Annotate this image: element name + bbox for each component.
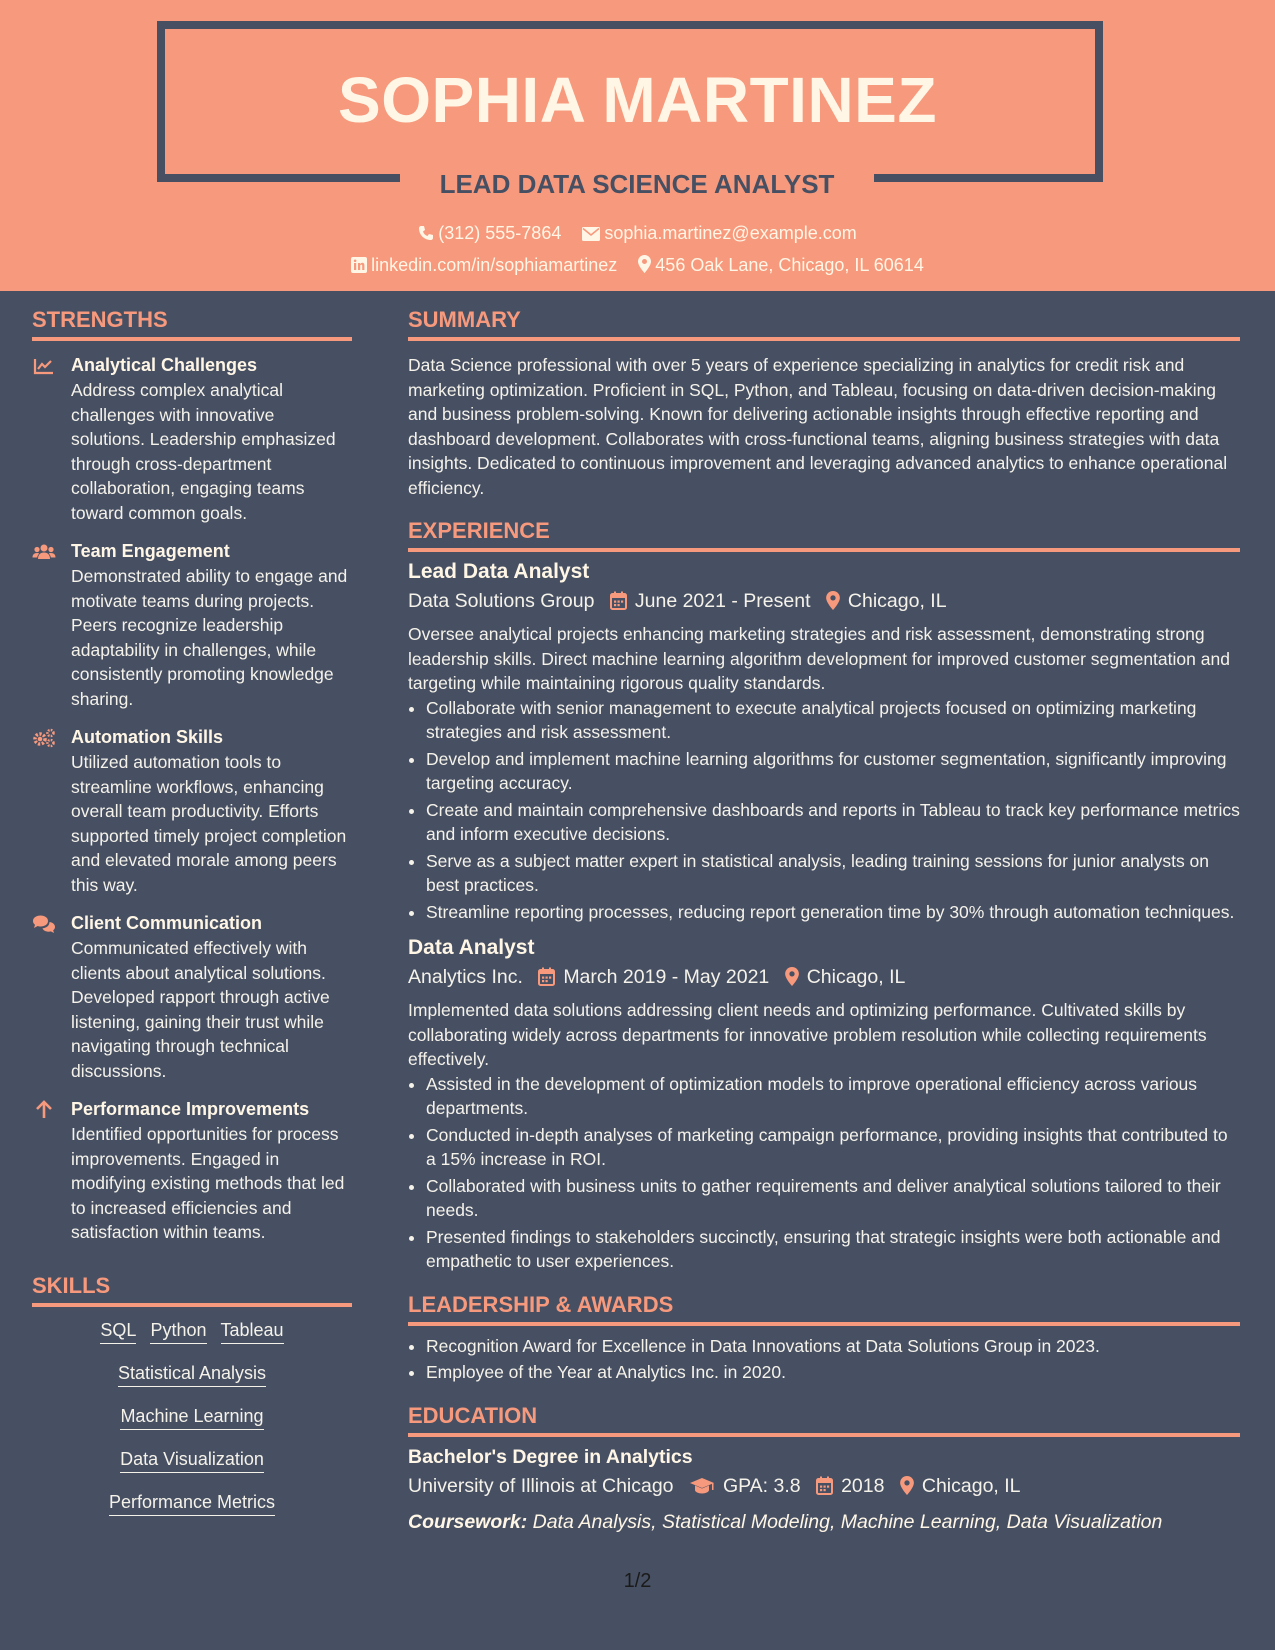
- strength-description: Address complex analytical challenges with innovative solutions. Leadership emphasized through cross-department collaboration, engaging teams toward common goals.: [71, 380, 336, 523]
- contact-line-2: [0, 253, 1275, 277]
- education-heading: EDUCATION: [408, 1399, 1240, 1437]
- strength-description: Identified opportunities for process improvements. Engaged in modifying existing methods that led to increased efficiencies and satisfaction within teams.: [71, 1124, 345, 1242]
- comments-icon: [32, 914, 56, 934]
- strength-item: [32, 1097, 352, 1245]
- graduation-cap-icon: [689, 1477, 715, 1495]
- skill-tag: Python: [150, 1319, 206, 1344]
- school-location-text: Chicago, IL: [921, 1474, 1021, 1497]
- resume-header: [0, 0, 1275, 291]
- skill-tag: Tableau: [221, 1319, 284, 1344]
- page-number: 1/2: [623, 1570, 652, 1592]
- job-bullet: • Collaborated with business units to gather requirements and deliver analytical solutions tailored to their needs.: [426, 1174, 1240, 1223]
- summary-heading: SUMMARY: [408, 303, 1240, 341]
- phone-icon: [418, 225, 434, 241]
- awards-list: [408, 1334, 1240, 1385]
- map-marker-icon: [785, 967, 799, 986]
- job-location-text: Chicago, IL: [806, 966, 906, 988]
- job-dates-text: March 2019 - May 2021: [563, 966, 770, 988]
- phone-contact[interactable]: [418, 221, 561, 245]
- strength-title: Client Communication: [71, 913, 263, 933]
- skill-tag: Statistical Analysis: [118, 1362, 266, 1387]
- job-bullet: • Serve as a subject matter expert in statistical analysis, leading training sessions for junior analysts on best practices.: [426, 849, 1240, 898]
- school-location: [900, 1471, 1021, 1501]
- strength-title: Team Engagement: [71, 541, 230, 561]
- contact-line-1: [0, 221, 1275, 245]
- users-icon: [32, 542, 56, 562]
- skill-tag: Data Visualization: [120, 1448, 264, 1473]
- skill-tag: Machine Learning: [120, 1405, 263, 1430]
- job-bullet: • Streamline reporting processes, reducing report generation time by 30% through automation techniques.: [426, 900, 1240, 925]
- job-dates-text: June 2021 - Present: [634, 590, 811, 612]
- strength-item: [32, 539, 352, 711]
- linkedin-contact[interactable]: [351, 253, 617, 277]
- skills-heading: SKILLS: [32, 1269, 352, 1307]
- job-location: [785, 962, 906, 992]
- map-marker-icon: [826, 591, 840, 610]
- skill-row: [32, 1319, 352, 1344]
- map-marker-icon: [900, 1476, 914, 1495]
- left-column: [32, 303, 352, 1534]
- email-text: sophia.martinez@example.com: [604, 223, 857, 243]
- job-bullets: [408, 696, 1240, 925]
- job-bullet: • Presented findings to stakeholders succinctly, ensuring that strategic insights were both actionable and empathetic to user experiences.: [426, 1225, 1240, 1274]
- gpa-text: GPA: 3.8: [722, 1474, 801, 1497]
- job-meta: [408, 962, 1240, 992]
- chart-line-icon: [32, 356, 56, 376]
- right-column: [408, 303, 1240, 1537]
- award-item: • Employee of the Year at Analytics Inc. in 2020.: [426, 1360, 1240, 1385]
- skill-row: [32, 1405, 352, 1430]
- job-bullet: • Conducted in-depth analyses of marketing campaign performance, providing insights that contributed to a 15% increase in ROI.: [426, 1123, 1240, 1172]
- education-meta: [408, 1471, 1240, 1501]
- coursework-label: Coursework:: [408, 1510, 528, 1533]
- degree-title: Bachelor's Degree in Analytics: [408, 1445, 693, 1468]
- job-title: Lead Data Analyst: [408, 560, 590, 583]
- job-description: Implemented data solutions addressing client needs and optimizing performance. Cultivated skills by collaborating widely across departments for innovative problem resolution while collecting requirements effectively.: [408, 1000, 1207, 1069]
- experience-heading: EXPERIENCE: [408, 514, 1240, 552]
- job-entry: [408, 558, 1240, 924]
- year-text: 2018: [841, 1474, 885, 1497]
- summary-text: Data Science professional with over 5 years of experience specializing in analytics for credit risk and marketing optimization. Proficient in SQL, Python, and Tableau, focusing on data-driven decision-making and business problem-solving. Known for delivering actionable insights through effective reporting and dashboard development. Collaborates with cross-functional teams, aligning business strategies with data insights. Dedicated to continuous improvement and leveraging advanced analytics to enhance operational efficiency.: [408, 355, 1228, 498]
- linkedin-text: linkedin.com/in/sophiamartinez: [371, 255, 618, 275]
- job-bullet: • Develop and implement machine learning algorithms for customer segmentation, significantly improving targeting accuracy.: [426, 747, 1240, 796]
- job-company: Analytics Inc.: [408, 966, 523, 988]
- calendar-icon: [816, 1476, 833, 1495]
- job-dates: [538, 962, 769, 992]
- strength-description: Utilized automation tools to streamline workflows, enhancing overall team productivity. Efforts supported timely project completion and elevated morale among peers this way.: [71, 752, 347, 895]
- coursework-text: Data Analysis, Statistical Modeling, Machine Learning, Data Visualization: [532, 1510, 1163, 1533]
- strength-item: [32, 725, 352, 897]
- strength-item: [32, 353, 352, 525]
- strength-title: Performance Improvements: [71, 1099, 310, 1119]
- job-entry: [408, 934, 1240, 1274]
- role-wrapper: [400, 163, 874, 205]
- strengths-heading: STRENGTHS: [32, 303, 352, 341]
- email-contact[interactable]: [582, 221, 856, 245]
- skill-row: [32, 1448, 352, 1473]
- skills-list: [32, 1319, 352, 1516]
- candidate-name: SOPHIA MARTINEZ: [338, 64, 937, 136]
- job-meta: [408, 586, 1240, 616]
- skill-tag: SQL: [100, 1319, 136, 1344]
- job-dates: [610, 586, 811, 616]
- address-text: 456 Oak Lane, Chicago, IL 60614: [655, 255, 924, 275]
- job-location-text: Chicago, IL: [847, 590, 947, 612]
- map-marker-icon: [638, 255, 651, 273]
- calendar-icon: [538, 967, 555, 986]
- calendar-icon: [610, 591, 627, 610]
- job-bullet: • Create and maintain comprehensive dashboards and reports in Tableau to track key performance metrics and inform executive decisions.: [426, 798, 1240, 847]
- job-company: Data Solutions Group: [408, 590, 595, 612]
- coursework: [408, 1507, 1240, 1537]
- address-contact: [638, 253, 924, 277]
- job-description: Oversee analytical projects enhancing marketing strategies and risk assessment, demonstrating strong leadership skills. Direct machine learning algorithm development for improved customer segmentation and targeting while maintaining rigorous quality standards.: [408, 624, 1230, 693]
- strength-title: Automation Skills: [71, 727, 224, 747]
- envelope-icon: [582, 227, 600, 241]
- job-location: [826, 586, 947, 616]
- award-item: • Recognition Award for Excellence in Data Innovations at Data Solutions Group in 2023.: [426, 1334, 1240, 1359]
- graduation-year: [816, 1471, 884, 1501]
- skill-tag: Performance Metrics: [109, 1491, 275, 1516]
- linkedin-icon: [351, 257, 367, 273]
- arrow-up-icon: [32, 1100, 56, 1120]
- candidate-role: LEAD DATA SCIENCE ANALYST: [439, 169, 835, 199]
- skill-row: [32, 1491, 352, 1516]
- job-bullet: • Collaborate with senior management to execute analytical projects focused on optimizing marketing strategies and risk assessment.: [426, 696, 1240, 745]
- phone-text: (312) 555-7864: [438, 223, 562, 243]
- job-bullet: • Assisted in the development of optimization models to improve operational efficiency across various departments.: [426, 1072, 1240, 1121]
- strength-item: [32, 911, 352, 1083]
- strength-title: Analytical Challenges: [71, 355, 258, 375]
- skill-row: [32, 1362, 352, 1387]
- strength-description: Demonstrated ability to engage and motivate teams during projects. Peers recognize leadership adaptability in challenges, while consistently promoting knowledge sharing.: [71, 566, 348, 709]
- strength-description: Communicated effectively with clients about analytical solutions. Developed rapport through active listening, gaining their trust while navigating through technical discussions.: [71, 938, 330, 1081]
- leadership-heading: LEADERSHIP & AWARDS: [408, 1288, 1240, 1326]
- job-title: Data Analyst: [408, 936, 535, 959]
- school-name: University of Illinois at Chicago: [408, 1474, 674, 1497]
- gears-icon: [32, 728, 56, 748]
- job-bullets: [408, 1072, 1240, 1274]
- gpa: [689, 1471, 801, 1501]
